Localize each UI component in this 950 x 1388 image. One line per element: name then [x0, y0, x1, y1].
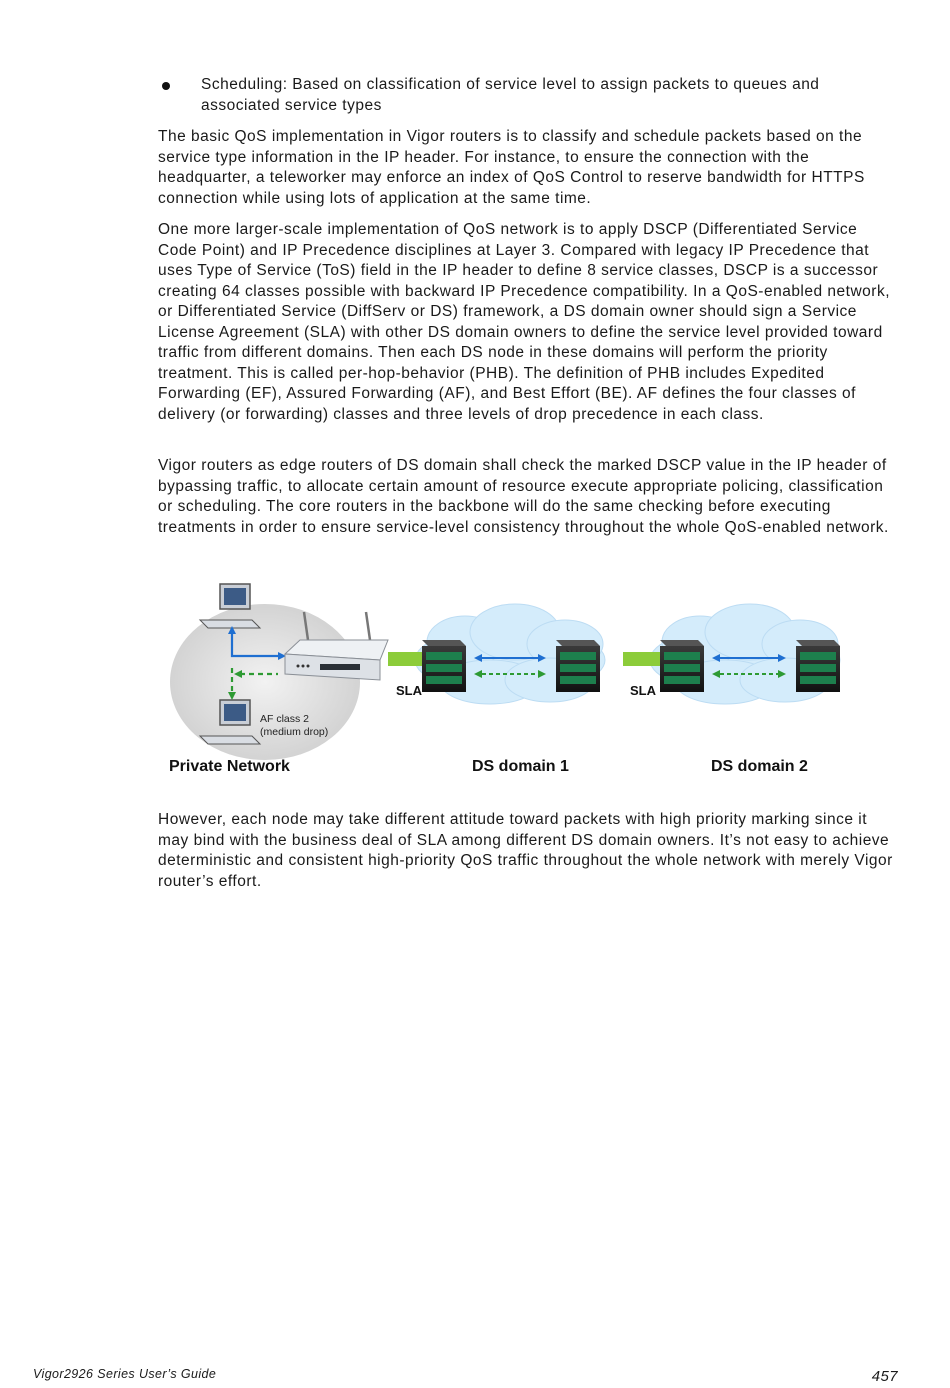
server-rack-icon — [556, 640, 600, 692]
paragraph-edge-routers: Vigor routers as edge routers of DS domain shall check the marked DSCP value in the IP header of bypassing traffic, to allocate certain amount of resource execute appropriate policing, classification or scheduling. The core routers in the backbone will do the same checking before executing treatments in order to ensure service-level consistency throughout the whole QoS-enabled network. — [158, 457, 889, 536]
paragraph-node-attitude: However, each node may take different attitude toward packets with high priority marking since it may bind with the business deal of SLA among different DS domain owners. It’s not easy to achieve deterministic and consistent high-priority QoS traffic throughout the whole network with merely Vigor router’s effort. — [158, 811, 893, 890]
af-class-label: AF class 2 — [260, 713, 310, 725]
diffserv-network-diagram — [160, 582, 880, 782]
server-rack-icon — [660, 640, 704, 692]
sla-label-right: SLA — [630, 683, 656, 698]
server-rack-icon — [422, 640, 466, 692]
sla-link-right — [623, 652, 665, 666]
paragraph-dscp: One more larger-scale implementation of QoS network is to apply DSCP (Differentiated Service Code Point) and IP Precedence disciplines at Layer 3. Compared with legacy IP Precedence that uses Type of Service (ToS) field in the IP header to define 8 service classes, DSCP is a successor creating 64 classes possible with backward IP Precedence compatibility. In a QoS-enabled network, or Differentiated Service (DiffServ or DS) framework, a DS domain owner should sign a Service License Agreement (SLA) with other DS domain owners to define the service level provided toward traffic from different domains. Then each DS node in these domains will perform the priority treatment. This is called per-hop-behavior (PHB). The definition of PHB includes Expedited Forwarding (EF), Assured Forwarding (AF), and Best Effort (BE). AF defines the four classes of delivery (or forwarding) classes and three levels of drop precedence in each class. — [158, 221, 891, 423]
bullet-text: Scheduling: Based on classification of service level to assign packets to queues and associated service types — [201, 76, 820, 114]
footer-page-number: 457 — [871, 1368, 898, 1385]
bullet-scheduling — [158, 75, 898, 116]
private-network-label: Private Network — [169, 758, 290, 775]
paragraph-basic-qos: The basic QoS implementation in Vigor routers is to classify and schedule packets based on the service type information in the IP header. For instance, to ensure the connection with the headquarter, a teleworker may enforce an index of QoS Control to reserve bandwidth for HTTPS connection while using lots of application at the same time. — [158, 128, 865, 207]
server-rack-icon — [796, 640, 840, 692]
medium-drop-label: (medium drop) — [260, 726, 329, 738]
ds-domain-2-label: DS domain 2 — [711, 758, 808, 775]
footer-guide-title: Vigor2926 Series User’s Guide — [33, 1367, 217, 1381]
sla-label-left: SLA — [396, 683, 422, 698]
bullet-dot-icon — [162, 82, 170, 90]
ds-domain-1-label: DS domain 1 — [472, 758, 569, 775]
